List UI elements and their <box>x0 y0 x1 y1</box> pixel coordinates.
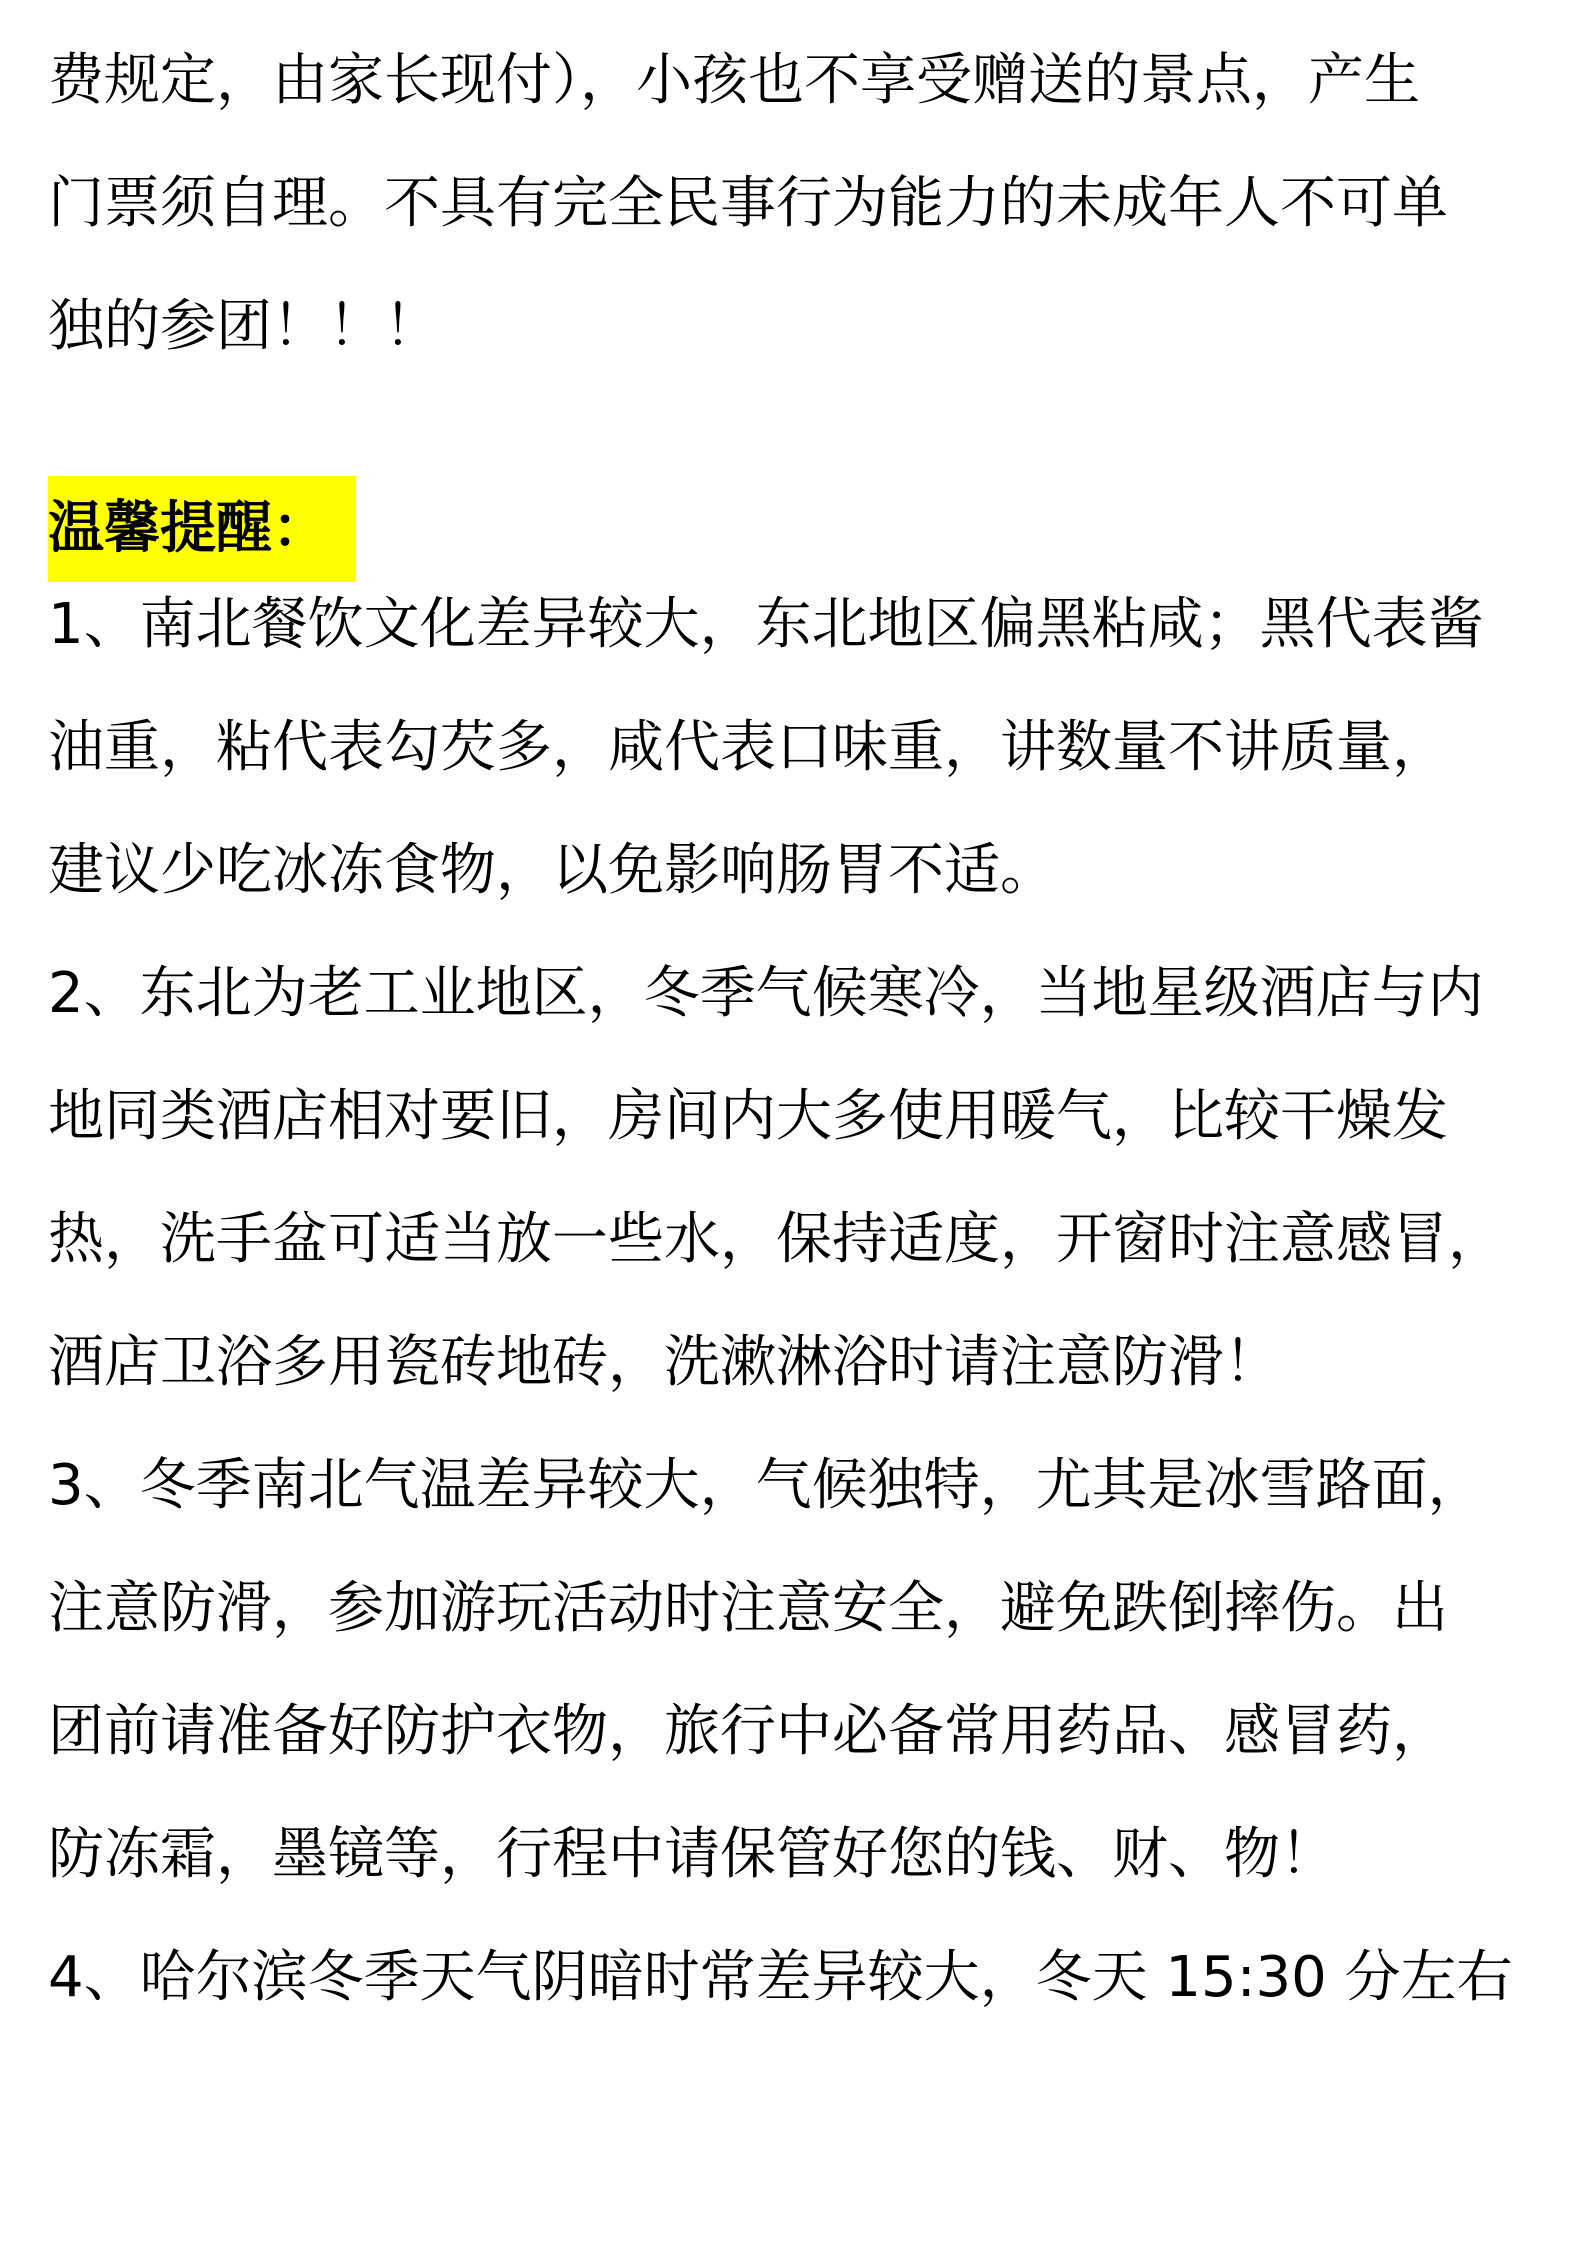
reminder-line: 建议少吃冰冻食物，以免影响肠胃不适。 <box>48 838 1056 903</box>
reminder-line: 油重，粘代表勾芡多，咸代表口味重，讲数量不讲质量， <box>48 715 1448 780</box>
reminder-line: 3、冬季南北气温差异较大，气候独特，尤其是冰雪路面， <box>48 1453 1484 1518</box>
text-line: 独的参团！！！ <box>48 294 440 359</box>
reminder-line: 热，洗手盆可适当放一些水，保持适度，开窗时注意感冒， <box>48 1207 1504 1272</box>
text-line: 费规定，由家长现付），小孩也不享受赠送的景点，产生 <box>48 48 1420 113</box>
reminder-line: 防冻霜，墨镜等，行程中请保管好您的钱、财、物！ <box>48 1822 1336 1887</box>
reminder-heading-block <box>48 476 1548 582</box>
reminder-line: 1、南北餐饮文化差异较大，东北地区偏黑粘咸；黑代表酱 <box>48 592 1484 657</box>
reminder-heading: 温馨提醒： <box>48 476 356 582</box>
text-line: 门票须自理。不具有完全民事行为能力的未成年人不可单 <box>48 171 1448 236</box>
document-body <box>48 50 1548 2009</box>
reminder-line: 2、东北为老工业地区，冬季气候寒冷，当地星级酒店与内 <box>48 961 1484 1026</box>
reminder-line: 4、哈尔滨冬季天气阴暗时常差异较大，冬天 15:30 分左右 <box>48 1945 1513 2010</box>
reminder-line: 地同类酒店相对要旧，房间内大多使用暖气，比较干燥发 <box>48 1084 1448 1149</box>
reminder-line: 团前请准备好防护衣物，旅行中必备常用药品、感冒药， <box>48 1699 1448 1764</box>
reminder-line: 酒店卫浴多用瓷砖地砖，洗漱淋浴时请注意防滑！ <box>48 1330 1280 1395</box>
reminder-line: 注意防滑，参加游玩活动时注意安全，避免跌倒摔伤。出 <box>48 1576 1448 1641</box>
